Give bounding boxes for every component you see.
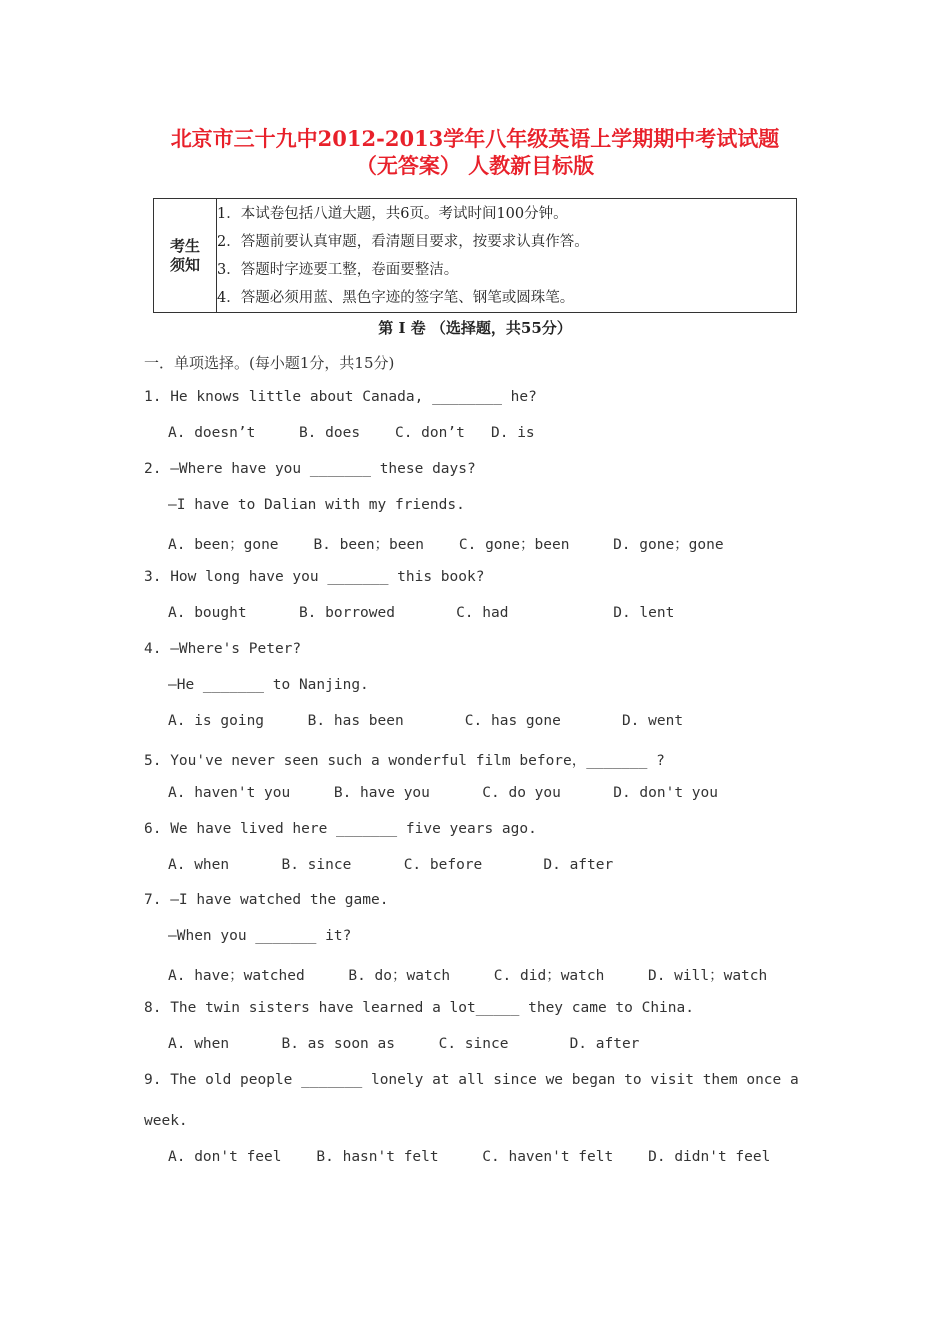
question-7-stem: 7. —I have watched the game. <box>144 892 389 908</box>
question-4-dialog: —He _______ to Nanjing. <box>168 677 369 693</box>
section-heading: 第 I 卷 （选择题，共55分） <box>378 319 572 337</box>
question-6-options: A. when B. since C. before D. after <box>168 857 614 873</box>
question-7-dialog: —When you _______ it? <box>168 928 352 944</box>
document-title-line-2: （无答案） 人教新目标版 <box>355 153 595 178</box>
notice-rule: 3．答题时字迹要工整，卷面要整洁。 <box>217 261 459 278</box>
section-instruction: 一．单项选择。(每小题1分，共15分) <box>144 354 395 372</box>
question-9-options: A. don't feel B. hasn't felt C. haven't felt D. didn't feel <box>168 1149 771 1165</box>
question-9-stem: 9. The old people _______ lonely at all since we began to visit them once a <box>144 1072 799 1088</box>
document-title-line-1: 北京市三十九中2012-2013学年八年级英语上学期期中考试试题 <box>170 126 780 151</box>
notice-label-line-2: 须知 <box>169 255 200 274</box>
question-4-stem: 4. —Where's Peter? <box>144 641 302 657</box>
question-7-options: A. have；watched B. do；watch C. did；watch D. will；watch <box>168 968 768 984</box>
notice-rule: 4．答题必须用蓝、黑色字迹的签字笔、钢笔或圆珠笔。 <box>217 289 575 306</box>
question-6-stem: 6. We have lived here _______ five years ago. <box>144 821 537 837</box>
question-5-options: A. haven't you B. have you C. do you D. don't you <box>168 785 718 801</box>
question-2-options: A. been；gone B. been；been C. gone；been D. gone；gone <box>168 537 724 553</box>
exam-notice-box <box>153 198 797 313</box>
notice-label-line-1: 考生 <box>169 236 200 255</box>
notice-rule: 1．本试卷包括八道大题，共6页。考试时间100分钟。 <box>217 205 568 222</box>
question-8-stem: 8. The twin sisters have learned a lot_____ they came to China. <box>144 1000 694 1016</box>
notice-rule: 2．答题前要认真审题，看清题目要求，按要求认真作答。 <box>217 233 589 250</box>
question-3-options: A. bought B. borrowed C. had D. lent <box>168 605 675 621</box>
question-9-stem-continued: week. <box>144 1113 188 1129</box>
question-2-dialog: —I have to Dalian with my friends. <box>168 497 465 513</box>
question-2-stem: 2. —Where have you _______ these days? <box>144 461 476 477</box>
question-1-stem: 1. He knows little about Canada, ________ he? <box>144 389 537 405</box>
question-5-stem: 5. You've never seen such a wonderful film before，_______ ? <box>144 753 665 769</box>
question-4-options: A. is going B. has been C. has gone D. went <box>168 713 684 729</box>
question-8-options: A. when B. as soon as C. since D. after <box>168 1036 640 1052</box>
notice-rules <box>217 199 797 313</box>
question-1-options: A. doesn’t B. does C. don’t D. is <box>168 425 535 441</box>
question-3-stem: 3. How long have you _______ this book? <box>144 569 485 585</box>
notice-label <box>154 199 217 313</box>
